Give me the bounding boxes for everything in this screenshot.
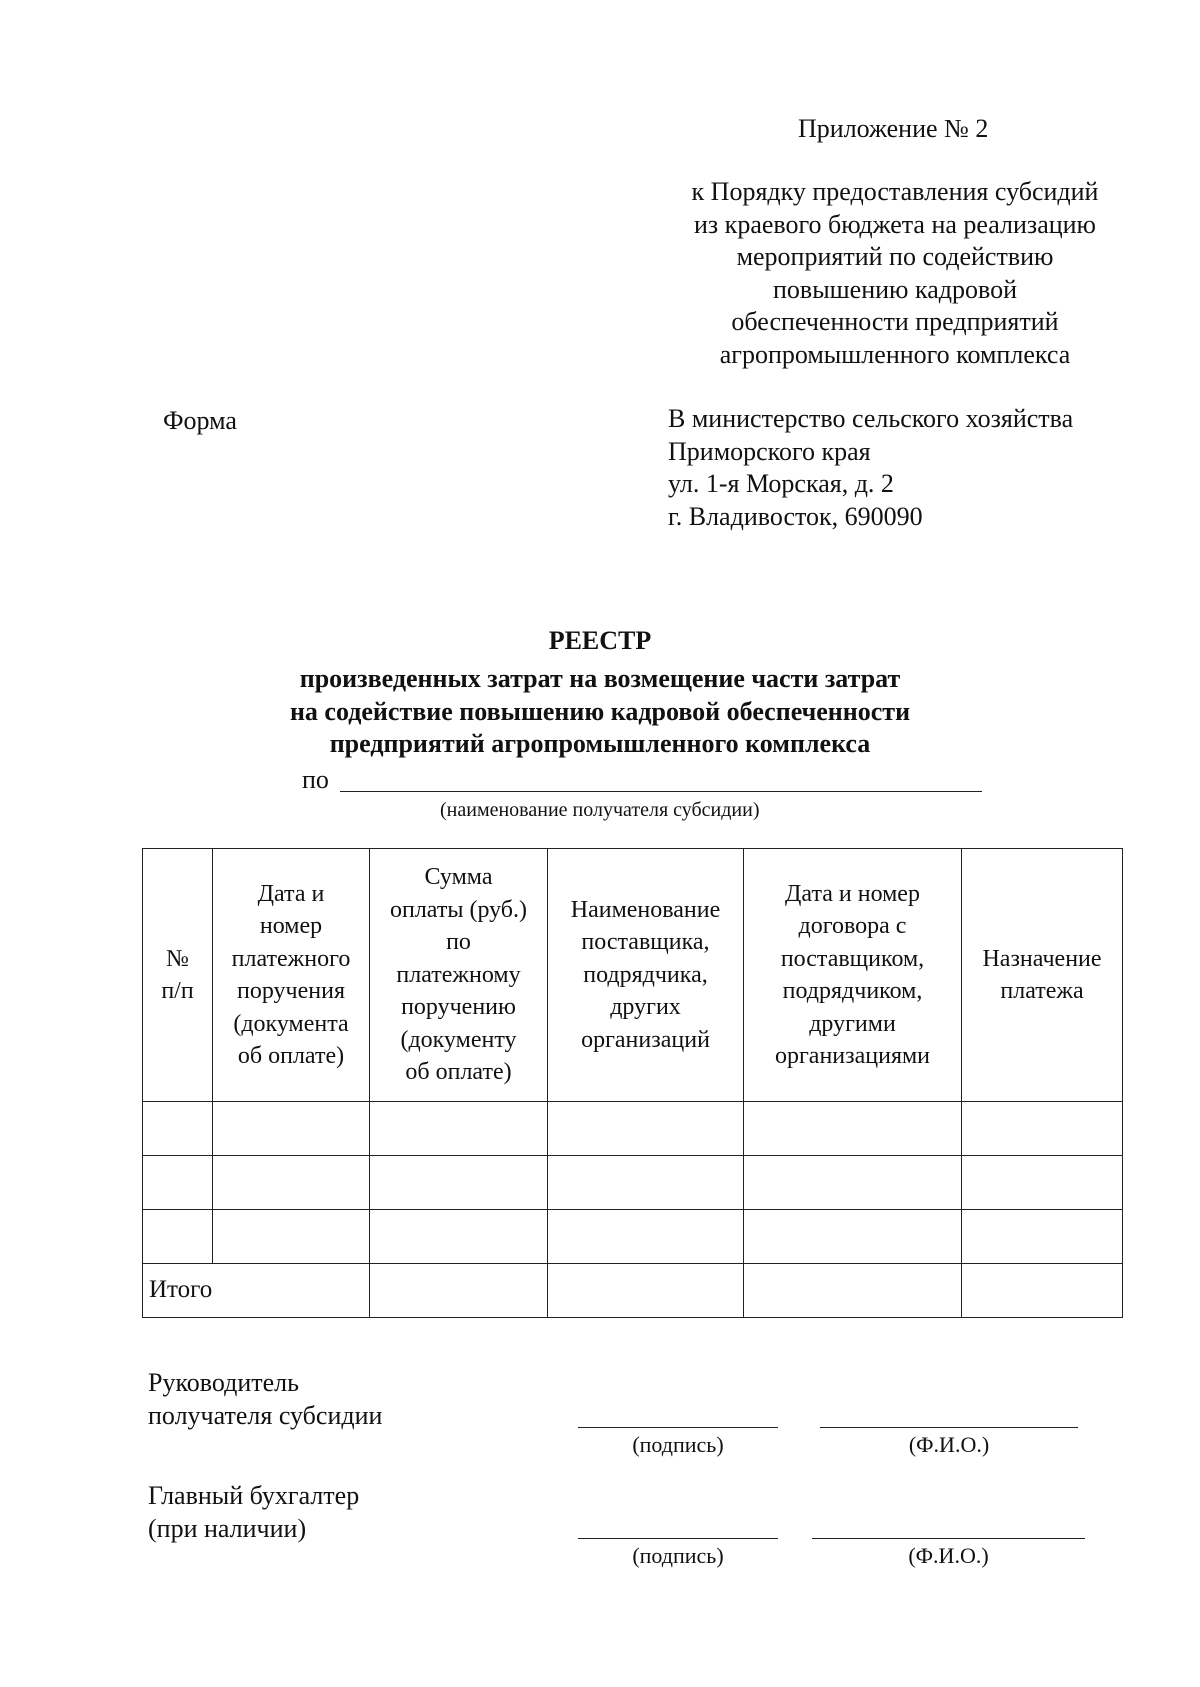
addressee-block xyxy=(668,403,1073,533)
table-cell[interactable] xyxy=(744,1264,962,1318)
register-subtitle-line: произведенных затрат на возмещение части затрат xyxy=(299,664,901,693)
table-cell[interactable] xyxy=(962,1264,1123,1318)
head-name-line[interactable] xyxy=(820,1427,1078,1428)
table-row xyxy=(143,1210,1123,1264)
table-cell[interactable] xyxy=(962,1156,1123,1210)
address-line: ул. 1-я Морская, д. 2 xyxy=(668,469,894,499)
table-header-row xyxy=(143,849,1123,1102)
address-line: г. Владивосток, 690090 xyxy=(668,501,923,531)
table-cell[interactable] xyxy=(370,1210,548,1264)
annex-line: мероприятий по содействию xyxy=(736,242,1054,272)
register-title: РЕЕСТР xyxy=(548,626,652,655)
annex-line: к Порядку предоставления субсидий xyxy=(691,177,1099,206)
table-cell[interactable] xyxy=(143,1102,213,1156)
annex-line: из краевого бюджета на реализацию xyxy=(694,209,1096,239)
table-row xyxy=(143,1102,1123,1156)
table-cell[interactable] xyxy=(548,1210,744,1264)
annex-reference xyxy=(660,176,1130,372)
form-label: Форма xyxy=(163,406,237,435)
table-cell[interactable] xyxy=(744,1102,962,1156)
table-cell[interactable] xyxy=(962,1210,1123,1264)
total-amount-cell[interactable] xyxy=(370,1264,548,1318)
table-cell[interactable] xyxy=(213,1210,370,1264)
column-header-purpose: Назначение платежа xyxy=(962,849,1123,1102)
table-cell[interactable] xyxy=(370,1156,548,1210)
column-header-payment-order: Дата и номер платежного поручения (документа об оплате) xyxy=(213,849,370,1102)
table-cell[interactable] xyxy=(548,1156,744,1210)
table-cell[interactable] xyxy=(143,1210,213,1264)
recipient-name-line[interactable] xyxy=(340,791,982,792)
total-label: Итого xyxy=(143,1264,370,1318)
head-signatory-label: Руководитель получателя субсидии xyxy=(148,1368,383,1430)
po-label: по xyxy=(302,765,329,794)
recipient-name-caption: (наименование получателя субсидии) xyxy=(440,799,760,821)
accountant-signatory-label: Главный бухгалтер (при наличии) xyxy=(148,1481,360,1543)
register-subtitle-line: на содействие повышению кадровой обеспеченности xyxy=(289,696,911,726)
head-signature-line[interactable] xyxy=(578,1427,778,1428)
table-cell[interactable] xyxy=(370,1102,548,1156)
annex-line: агропромышленного комплекса xyxy=(719,339,1071,369)
register-table xyxy=(142,848,1123,1318)
table-total-row xyxy=(143,1264,1123,1318)
table-cell[interactable] xyxy=(962,1102,1123,1156)
table-cell[interactable] xyxy=(744,1210,962,1264)
table-cell[interactable] xyxy=(548,1102,744,1156)
register-subtitle xyxy=(200,663,1000,761)
accountant-name-line[interactable] xyxy=(812,1538,1085,1539)
column-header-supplier: Наименование поставщика, подрядчика, других организаций xyxy=(548,849,744,1102)
head-signature-caption: (подпись) xyxy=(632,1432,724,1457)
table-cell[interactable] xyxy=(744,1156,962,1210)
table-cell[interactable] xyxy=(548,1264,744,1318)
accountant-name-caption: (Ф.И.О.) xyxy=(908,1543,989,1568)
head-name-caption: (Ф.И.О.) xyxy=(908,1432,990,1457)
address-line: Приморского края xyxy=(668,436,871,466)
column-header-amount: Сумма оплаты (руб.) по платежному поручению (документу об оплате) xyxy=(370,849,548,1102)
column-header-number: № п/п xyxy=(143,849,213,1102)
address-line: В министерство сельского хозяйства xyxy=(668,404,1074,433)
annex-title: Приложение № 2 xyxy=(798,114,989,143)
table-row xyxy=(143,1156,1123,1210)
table-cell[interactable] xyxy=(213,1156,370,1210)
accountant-signature-caption: (подпись) xyxy=(632,1543,724,1568)
column-header-contract: Дата и номер договора с поставщиком, подрядчиком, другими организациями xyxy=(744,849,962,1102)
accountant-signature-line[interactable] xyxy=(578,1538,778,1539)
table-cell[interactable] xyxy=(213,1102,370,1156)
register-subtitle-line: предприятий агропромышленного комплекса xyxy=(329,729,871,759)
table-cell[interactable] xyxy=(143,1156,213,1210)
annex-line: обеспеченности предприятий xyxy=(731,307,1059,337)
annex-line: повышению кадровой xyxy=(773,274,1017,304)
